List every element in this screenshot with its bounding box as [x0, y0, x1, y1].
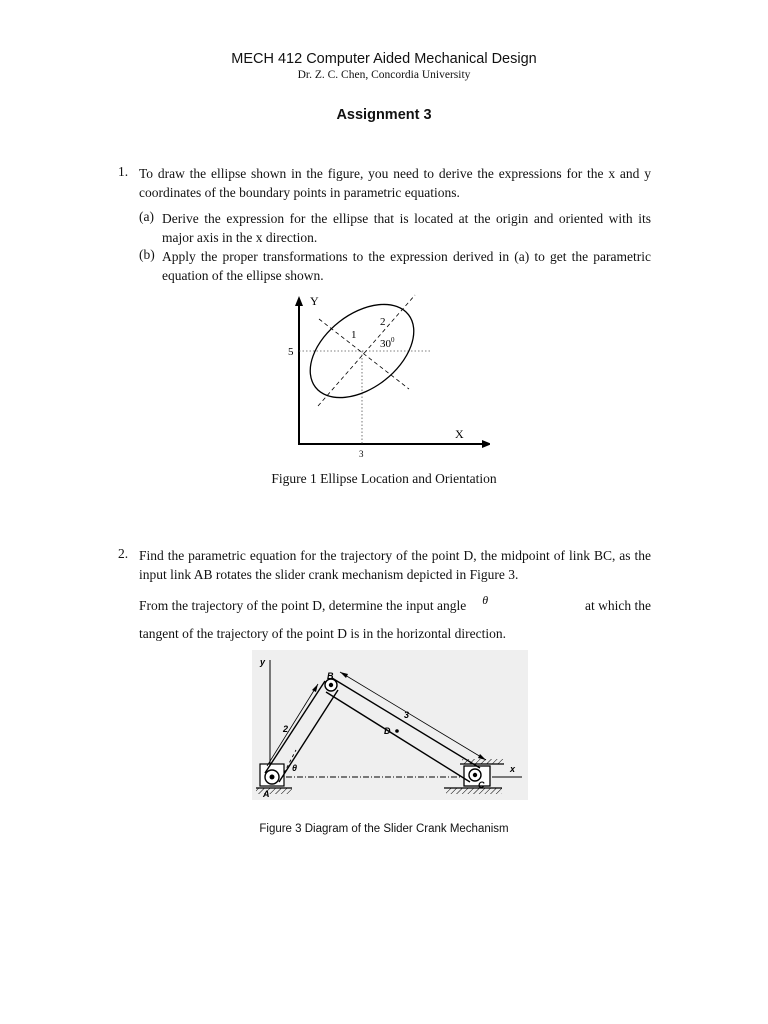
- mech-y-label: y: [260, 657, 266, 667]
- q1-b-text: Apply the proper transformations to the expression derived in (a) to get the parametric equation of the ellipse shown.: [162, 249, 651, 283]
- mech-x-label: x: [510, 764, 516, 774]
- point-d: [395, 729, 399, 733]
- slider-guide-bottom-hatch: [446, 788, 502, 794]
- q2-text3: tangent of the trajectory of the point D is in the horizontal direction.: [139, 626, 507, 641]
- label-b: B: [327, 671, 334, 681]
- dim-ab-arrow: [312, 684, 318, 692]
- figure1-caption: Figure 1 Ellipse Location and Orientation: [271, 471, 497, 486]
- label-length-ab: 2: [283, 724, 289, 734]
- major-axis-line: [318, 295, 415, 406]
- theta-symbol: θ: [482, 593, 489, 607]
- link-bc-edge-1: [332, 678, 480, 768]
- x-tick-label: 3: [359, 449, 364, 459]
- joint-c-pin: [473, 773, 477, 777]
- x-axis-arrow: [482, 440, 490, 448]
- assignment-title: Assignment 3: [336, 107, 432, 123]
- minor-length-label: 1: [351, 329, 357, 341]
- q1-number: 1.: [118, 164, 129, 179]
- joint-b-pin: [329, 683, 333, 687]
- dim-bc-arrow: [340, 672, 348, 678]
- figure3-caption: Figure 3 Diagram of the Slider Crank Mechanism: [259, 823, 509, 835]
- major-length-label: 2: [380, 316, 386, 328]
- q2-text: Find the parametric equation for the trajectory of the point D, the midpoint of link BC, as the input link AB rotates the slider crank mechanism depicted in Figure 3.: [139, 548, 651, 582]
- label-length-bc: 3: [404, 710, 410, 720]
- ellipse-figure: [280, 290, 490, 462]
- q1-b-label: (b): [139, 247, 155, 262]
- q2-number: 2.: [118, 546, 129, 561]
- angle-label: $30^0$: [380, 336, 395, 350]
- q1-a-label: (a): [139, 209, 154, 224]
- slider-crank-figure: [252, 650, 528, 800]
- label-c: C: [478, 780, 485, 790]
- q2-text2: [139, 593, 651, 616]
- link-ab-edge-1: [265, 681, 325, 773]
- label-angle: θ: [292, 763, 298, 773]
- y-tick-label: 5: [288, 346, 294, 358]
- ground-a-hatch: [256, 788, 292, 794]
- author-line: Dr. Z. C. Chen, Concordia University: [297, 69, 471, 81]
- x-axis-label: X: [455, 427, 464, 441]
- y-axis-arrow: [295, 296, 303, 306]
- label-d: D: [384, 726, 391, 736]
- minor-axis-line: [319, 319, 409, 389]
- q1-a-text: Derive the expression for the ellipse that is located at the origin and oriented with its major axis in the x direction.: [162, 211, 651, 245]
- label-a: A: [263, 789, 270, 799]
- q2-text2-after: at which the: [585, 598, 651, 613]
- course-title: MECH 412 Computer Aided Mechanical Design: [231, 51, 537, 67]
- link-ab-edge-2: [279, 690, 338, 782]
- joint-a-pin: [270, 775, 275, 780]
- q1-text: To draw the ellipse shown in the figure, you need to derive the expressions for the x and y coordinates of the boundary points in parametric equations.: [139, 166, 651, 200]
- y-axis-label: Y: [310, 294, 319, 308]
- dim-ab: [267, 684, 318, 766]
- q2-text2-before: From the trajectory of the point D, determine the input angle: [139, 598, 467, 613]
